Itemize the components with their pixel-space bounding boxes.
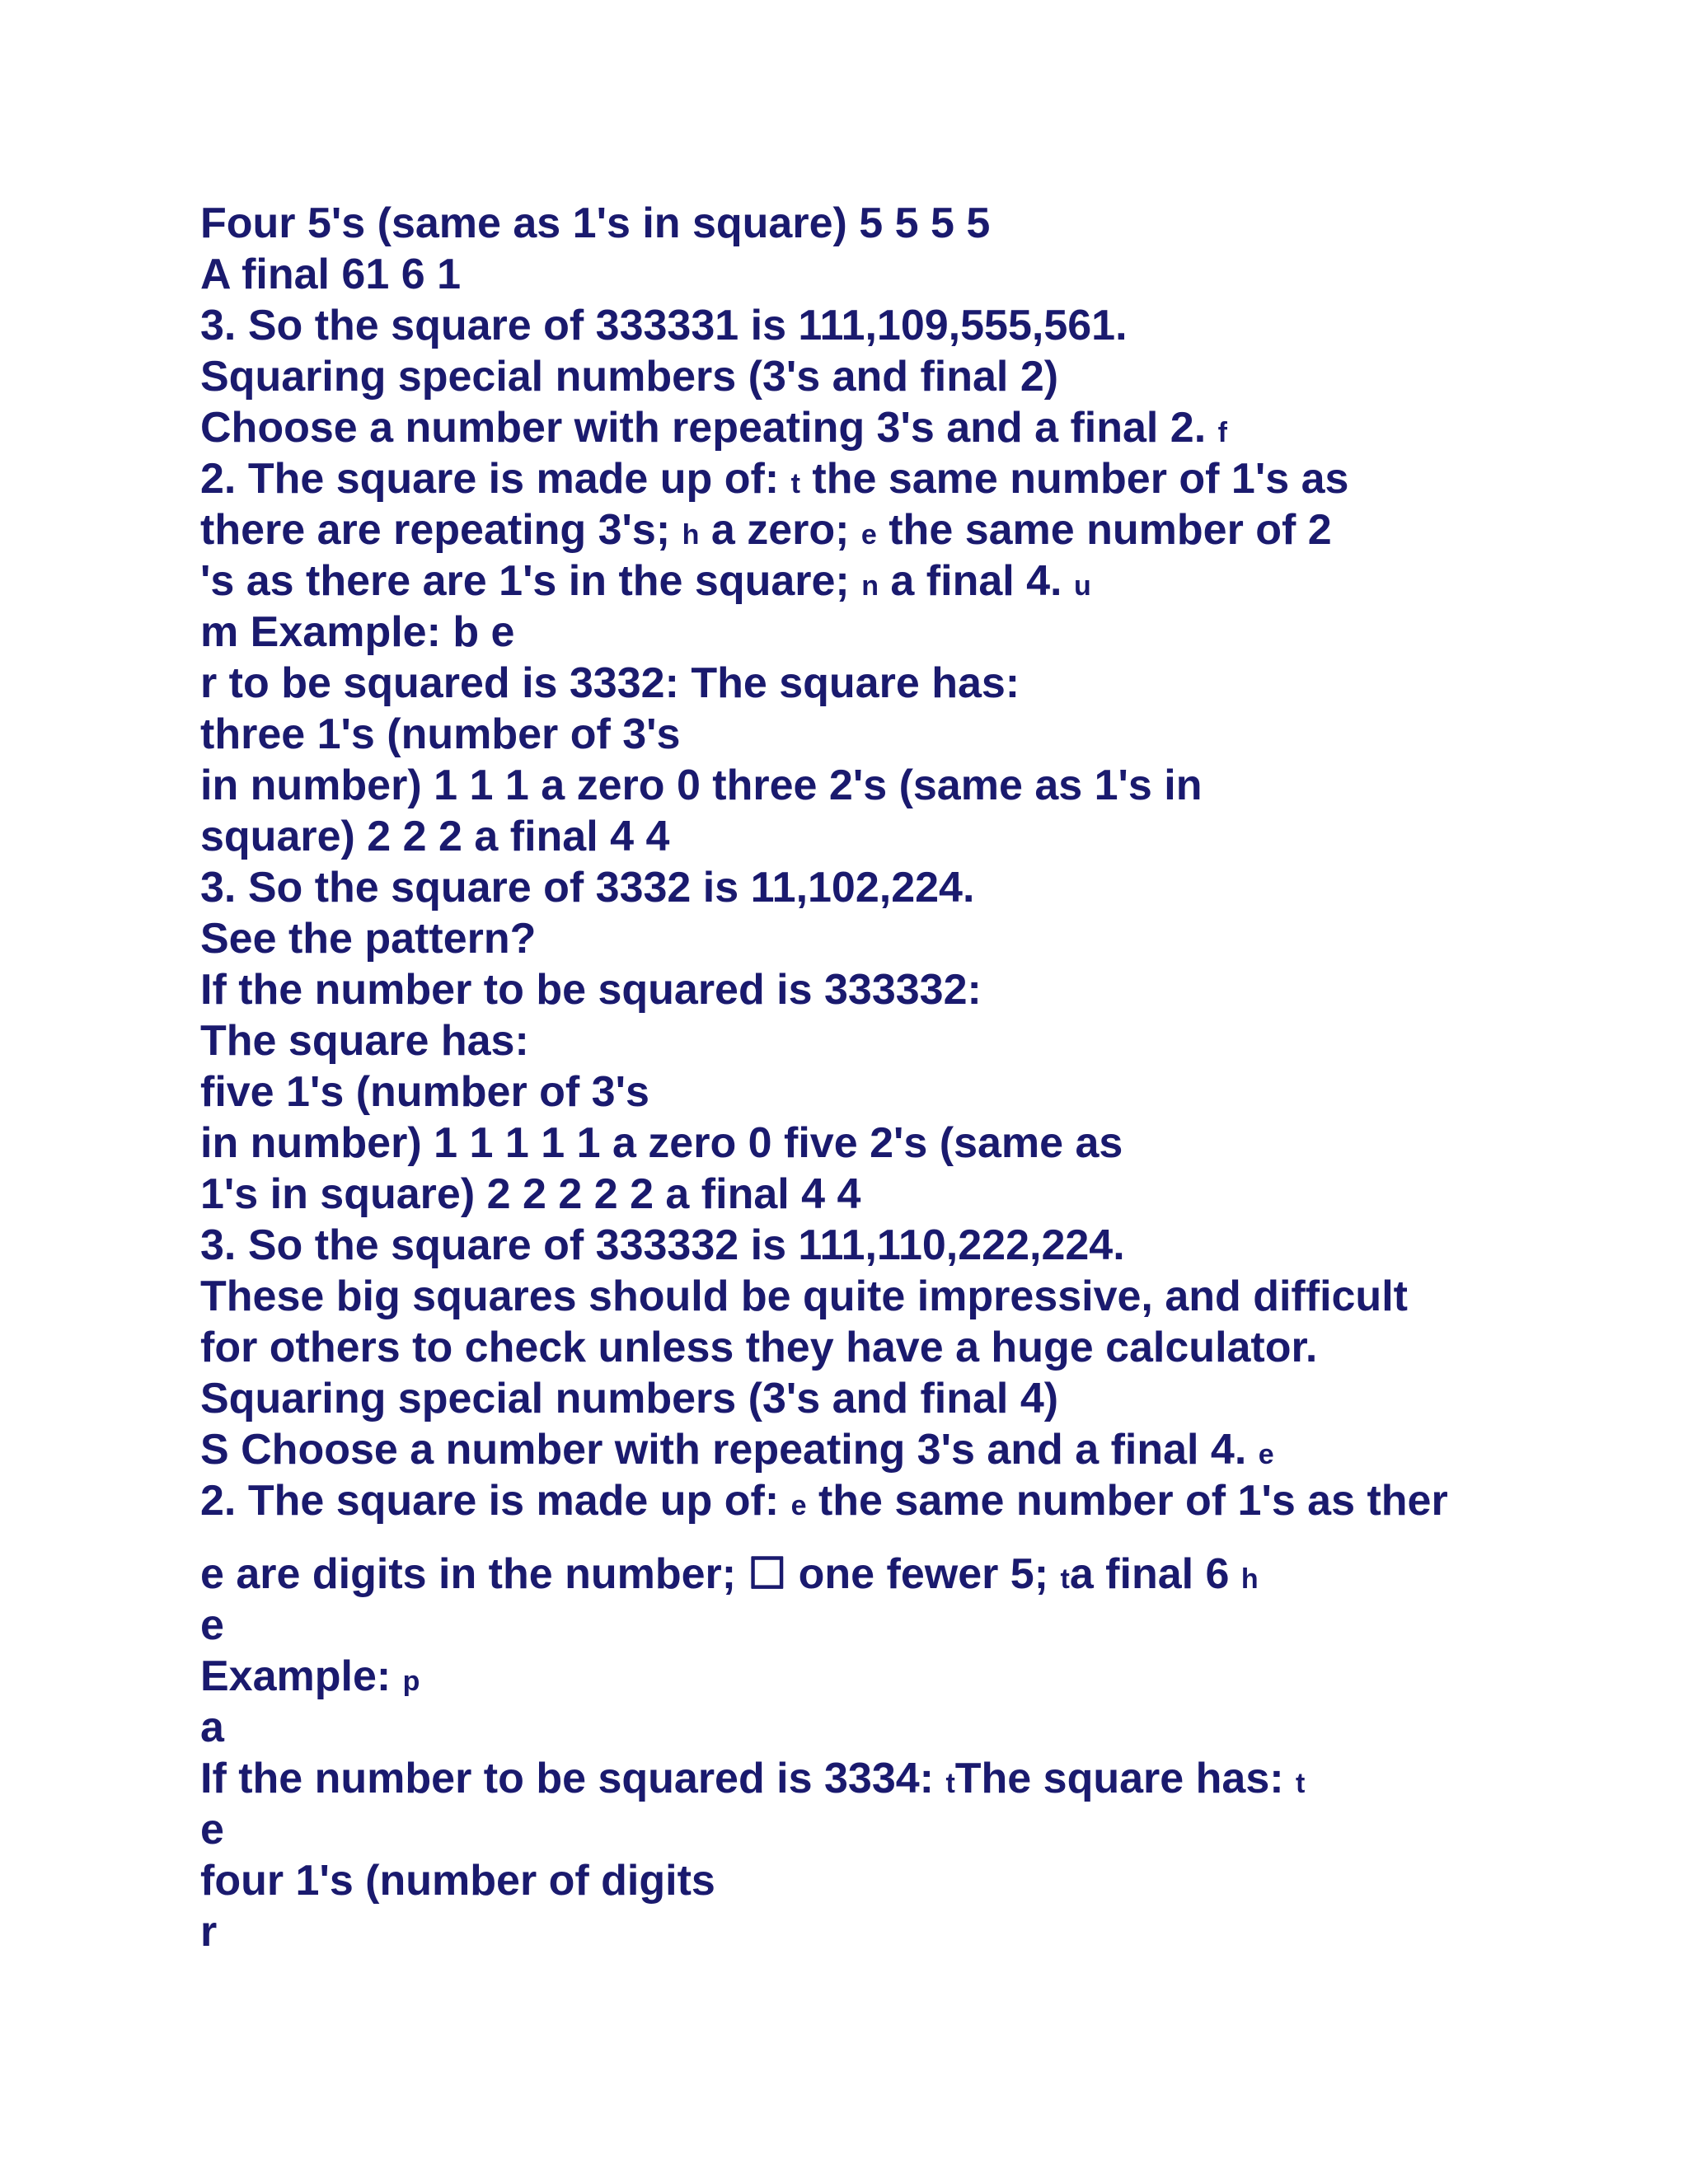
text-run: A final 61 6 1	[200, 251, 461, 298]
margin-letter: t	[790, 468, 800, 499]
text-line	[200, 1169, 1601, 1220]
text-run: the same number of 1's as ther	[806, 1477, 1448, 1525]
text-run: These big squares should be quite impressive, and difficult	[200, 1272, 1408, 1320]
text-line	[200, 1424, 1601, 1475]
text-line	[200, 1651, 1601, 1702]
text-line	[200, 402, 1601, 453]
text-line	[200, 964, 1601, 1015]
text-run: a zero;	[699, 506, 861, 554]
text-run: 3. So the square of 3332 is 11,102,224.	[200, 864, 975, 912]
margin-letter: u	[1073, 570, 1091, 602]
text-line	[200, 709, 1601, 760]
text-line	[200, 862, 1601, 913]
margin-letter: e	[790, 1490, 807, 1521]
margin-letter: e	[860, 519, 877, 551]
text-run: a final 6	[1069, 1550, 1241, 1598]
text-run: r	[200, 1908, 218, 1956]
text-run: See the pattern?	[200, 915, 537, 963]
text-line	[200, 1702, 1601, 1753]
text-run: e are digits in the number; ☐ one fewer 5;	[200, 1550, 1061, 1598]
text-run: five 1's (number of 3's	[200, 1068, 649, 1116]
text-run: a	[200, 1704, 224, 1751]
text-line	[200, 1118, 1601, 1169]
text-line	[200, 760, 1601, 811]
margin-letter: h	[1240, 1563, 1259, 1595]
text-run: The square has:	[200, 1017, 529, 1065]
text-line	[200, 913, 1601, 964]
text-line	[200, 811, 1601, 862]
text-run: in number) 1 1 1 a zero 0 three 2's (same as 1's in	[200, 762, 1203, 809]
text-line	[200, 1600, 1601, 1651]
text-run: the same number of 1's as	[799, 455, 1349, 503]
text-line	[200, 504, 1601, 555]
text-run: three 1's (number of 3's	[200, 710, 681, 758]
text-line	[200, 1855, 1601, 1906]
text-line	[200, 1066, 1601, 1118]
text-run: Example:	[200, 1652, 403, 1700]
text-run: 2. The square is made up of:	[200, 455, 791, 503]
text-line	[200, 1322, 1601, 1373]
text-run: m Example: b e	[200, 608, 515, 656]
text-run: in number) 1 1 1 1 1 a zero 0 five 2's (same as	[200, 1119, 1123, 1167]
document-body	[200, 198, 1601, 1957]
text-line	[200, 1373, 1601, 1424]
text-run: for others to check unless they have a huge calculator.	[200, 1324, 1318, 1371]
text-line	[200, 555, 1601, 607]
text-line	[200, 453, 1601, 504]
margin-letter: e	[1258, 1439, 1274, 1470]
margin-letter: t	[1060, 1563, 1070, 1595]
margin-letter: t	[945, 1768, 955, 1799]
text-run: Squaring special numbers (3's and final 4)	[200, 1375, 1059, 1422]
text-run: 3. So the square of 333332 is 111,110,222,224.	[200, 1221, 1125, 1269]
margin-letter: p	[402, 1666, 420, 1697]
text-line	[200, 658, 1601, 709]
text-run: e	[200, 1601, 224, 1649]
text-run: If the number to be squared is 333332:	[200, 966, 982, 1014]
text-line	[200, 1271, 1601, 1322]
text-run: e	[200, 1806, 224, 1854]
text-run: S Choose a number with repeating 3's and a final 4.	[200, 1426, 1259, 1474]
text-line	[200, 1804, 1601, 1855]
text-line	[200, 249, 1601, 300]
text-run: Choose a number with repeating 3's and a final 2.	[200, 404, 1218, 452]
text-run: 's as there are 1's in the square;	[200, 557, 862, 605]
margin-letter: f	[1217, 417, 1227, 448]
text-run: The square has:	[954, 1755, 1296, 1802]
text-line	[200, 351, 1601, 402]
margin-letter: t	[1296, 1768, 1306, 1799]
text-run: a final 4.	[878, 557, 1074, 605]
text-run: r to be squared is 3332: The square has:	[200, 659, 1020, 707]
text-line	[200, 607, 1601, 658]
text-run: the same number of 2	[876, 506, 1332, 554]
text-run: there are repeating 3's;	[200, 506, 682, 554]
text-run: square) 2 2 2 a final 4 4	[200, 813, 670, 860]
margin-letter: h	[682, 519, 700, 551]
text-run: 3. So the square of 333331 is 111,109,555,561.	[200, 302, 1128, 349]
text-run: 2. The square is made up of:	[200, 1477, 791, 1525]
text-line	[200, 1475, 1601, 1526]
text-line	[200, 1753, 1601, 1804]
text-line	[200, 300, 1601, 351]
text-run: 1's in square) 2 2 2 2 2 a final 4 4	[200, 1170, 861, 1218]
text-line	[200, 198, 1601, 249]
text-line	[200, 1906, 1601, 1957]
margin-letter: n	[861, 570, 879, 602]
text-run: Four 5's (same as 1's in square) 5 5 5 5	[200, 199, 991, 247]
text-run: four 1's (number of digits	[200, 1857, 715, 1905]
text-line	[200, 1220, 1601, 1271]
text-run: Squaring special numbers (3's and final 2)	[200, 353, 1059, 401]
text-line	[200, 1549, 1601, 1600]
text-run: If the number to be squared is 3334:	[200, 1755, 946, 1802]
text-line	[200, 1015, 1601, 1066]
